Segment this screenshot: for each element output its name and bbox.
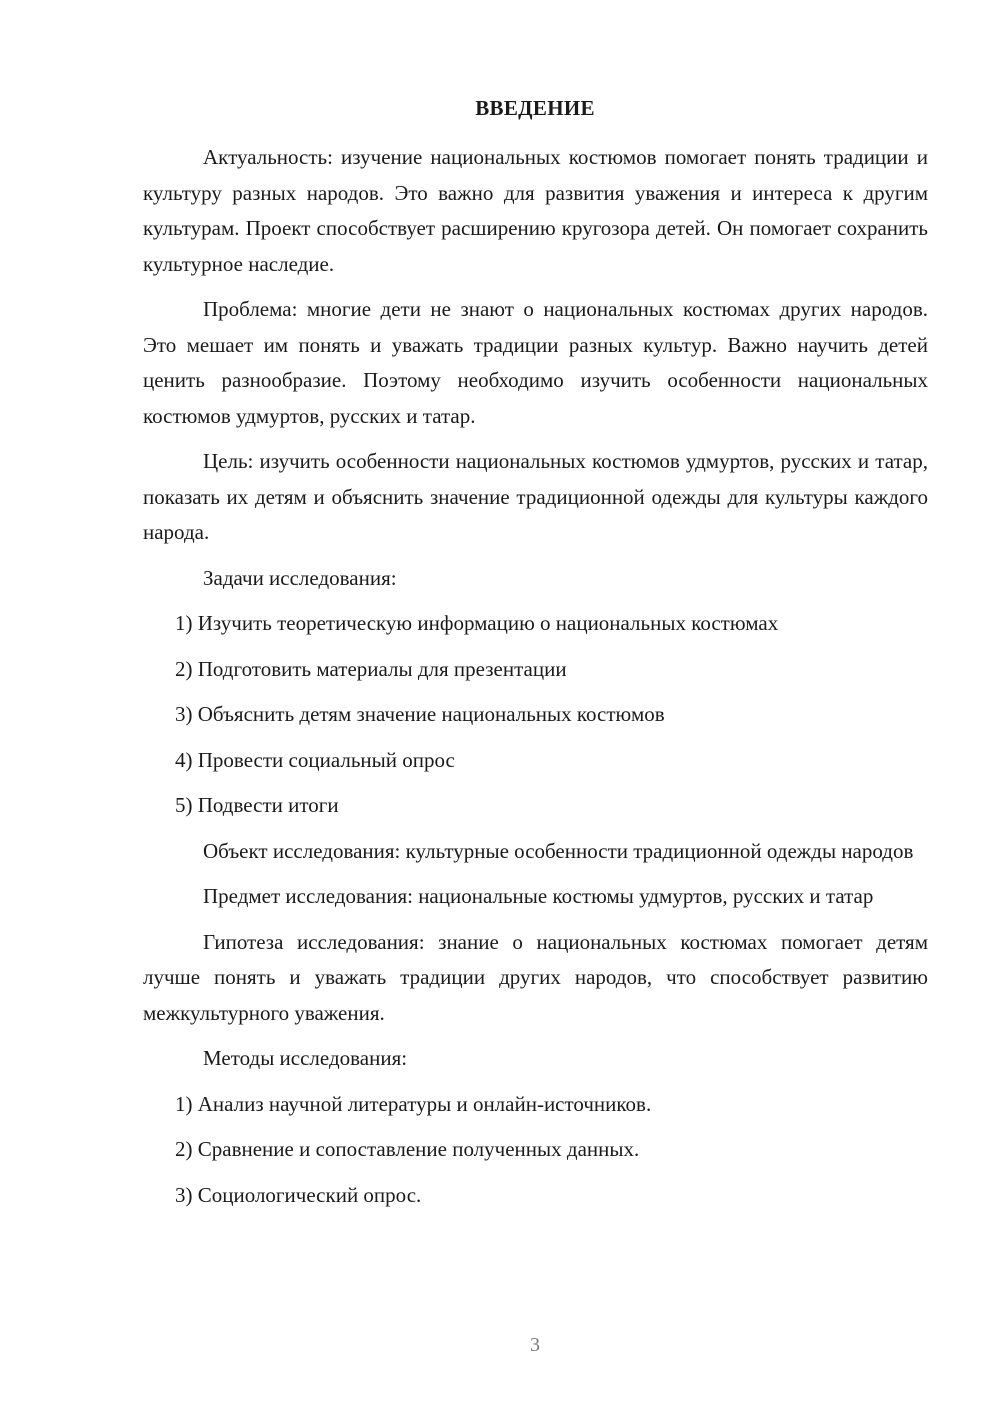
task-item: 1) Изучить теоретическую информацию о национальных костюмах [175, 611, 779, 635]
task-item: 4) Провести социальный опрос [175, 747, 455, 772]
paragraph-hypothesis: Гипотеза исследования: знание о национальных костюмах помогает детям лучше понять и уважать традиции других народов, что способствует развитию межкультурного уважения. [143, 929, 928, 1025]
method-item: 3) Социологический опрос. [175, 1182, 422, 1207]
paragraph-subject: Предмет исследования: национальные костюмы удмуртов, русских и татар [203, 884, 874, 908]
paragraph-relevance: Актуальность: изучение национальных костюмов помогает понять традиции и культуру разных народов. Это важно для развития уважения и интереса к другим культурам. Проект способствует расширению кругозора детей. Он помогает сохранить культурное наследие. [143, 145, 928, 276]
paragraph-problem: Проблема: многие дети не знают о национальных костюмах других народов. Это мешает им понять и уважать традиции разных культур. Важно научить детей ценить разнообразие. Поэтому необходимо изучить особенности национальных костюмов удмуртов, русских и татар. [143, 297, 928, 428]
tasks-title: Задачи исследования: [203, 565, 397, 590]
method-item: 1) Анализ научной литературы и онлайн-источников. [175, 1091, 652, 1116]
paragraph-object: Объект исследования: культурные особенности традиционной одежды народов [203, 838, 914, 863]
task-item: 3) Объяснить детям значение национальных костюмов [175, 702, 665, 726]
page-number: 3 [530, 1334, 540, 1356]
task-item: 5) Подвести итоги [175, 793, 339, 817]
section-heading: ВВЕДЕНИЕ [475, 96, 595, 120]
methods-title: Методы исследования: [203, 1046, 408, 1070]
body-text [143, 140, 928, 1223]
method-item: 2) Сравнение и сопоставление полученных данных. [175, 1137, 640, 1161]
paragraph-goal: Цель: изучить особенности национальных костюмов удмуртов, русских и татар, показать их детям и объяснить значение традиционной одежды для культуры каждого народа. [143, 449, 928, 544]
task-item: 2) Подготовить материалы для презентации [175, 656, 567, 681]
